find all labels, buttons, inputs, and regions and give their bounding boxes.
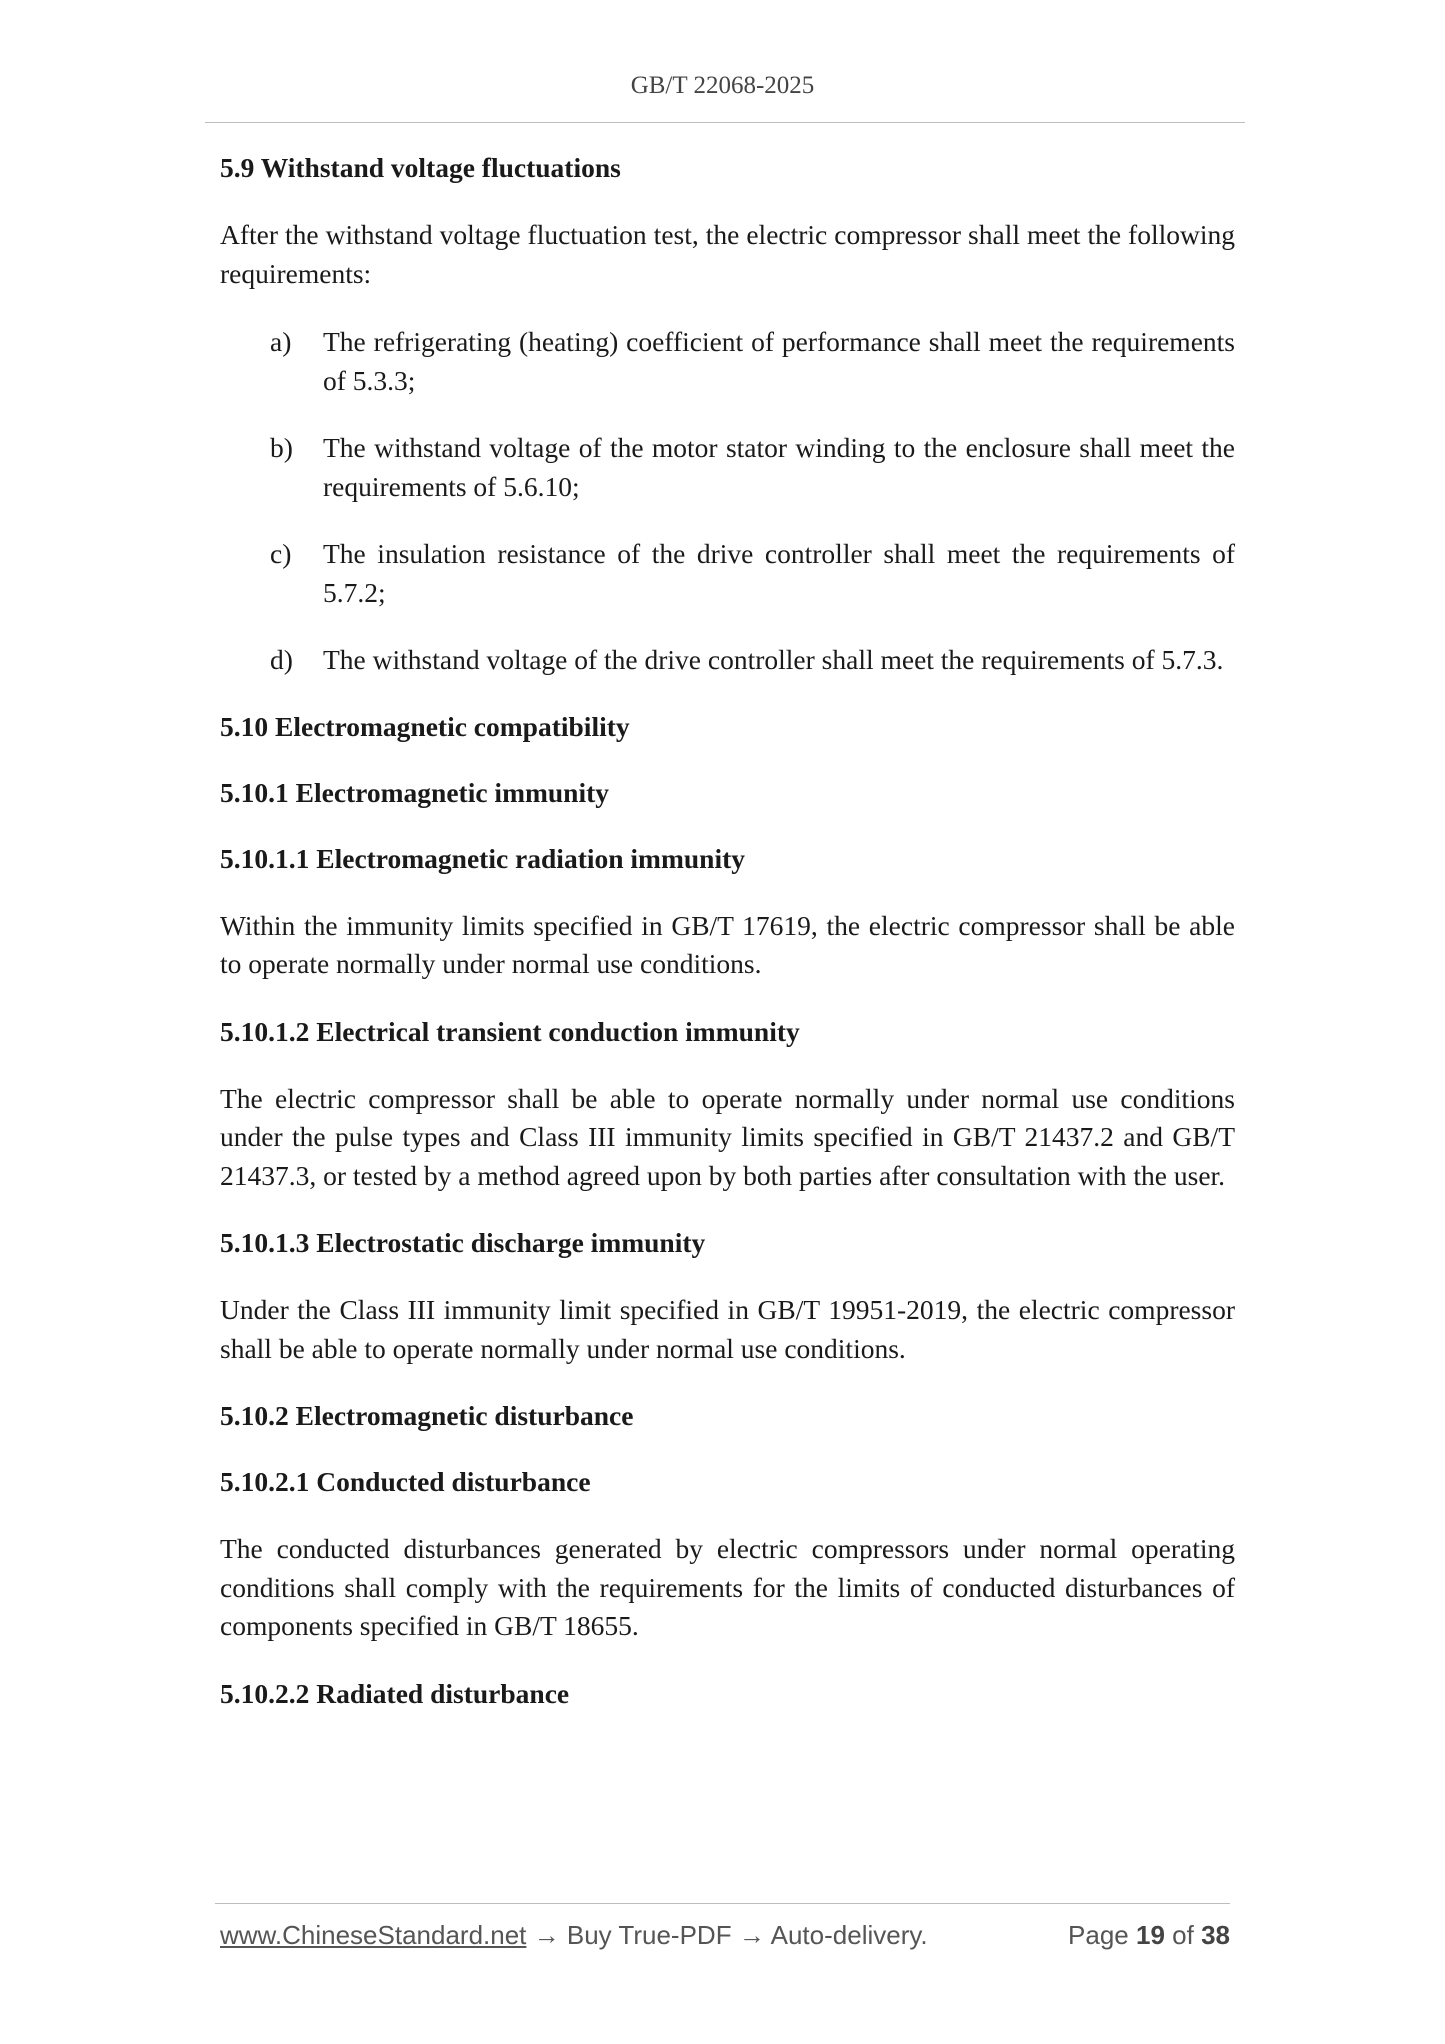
requirements-list [220, 323, 1235, 680]
list-item [220, 323, 1235, 400]
arrow-right-icon: → [738, 1920, 765, 1950]
section-heading-5-10-2-2: 5.10.2.2 Radiated disturbance [220, 1677, 570, 1709]
page-label: Page [1068, 1920, 1129, 1950]
page-footer [220, 1920, 1230, 1960]
section-heading-5-10-1-1: 5.10.1.1 Electromagnetic radiation immunity [220, 842, 745, 874]
section-paragraph: Under the Class III immunity limit specified in GB/T 19951-2019, the electric compressor shall be able to operate normally under normal use conditions. [220, 1294, 1235, 1364]
footer-promo [220, 1920, 928, 1951]
buy-text: Buy True-PDF [566, 1920, 732, 1950]
list-item-text: The withstand voltage of the motor stator winding to the enclosure shall meet the requirements of 5.6.10; [323, 432, 1235, 502]
section-heading-5-10-1-2: 5.10.1.2 Electrical transient conduction immunity [220, 1015, 800, 1047]
of-label: of [1172, 1920, 1194, 1950]
list-marker: b) [270, 432, 293, 463]
arrow-right-icon: → [533, 1920, 560, 1950]
list-item [220, 535, 1235, 612]
list-marker: c) [270, 538, 292, 569]
total-page-number: 38 [1201, 1920, 1230, 1950]
section-heading-5-10-1: 5.10.1 Electromagnetic immunity [220, 776, 610, 808]
header-divider [205, 122, 1245, 123]
section-paragraph: The electric compressor shall be able to operate normally under normal use conditions under the pulse types and Class III immunity limits specified in GB/T 21437.2 and GB/T 21437.3, or tested by a method agreed upon by both parties after consultation with the user. [220, 1082, 1235, 1191]
section-heading-5-10: 5.10 Electromagnetic compatibility [220, 710, 630, 742]
section-paragraph: The conducted disturbances generated by electric compressors under normal operating conditions shall comply with the requirements for the limits of conducted disturbances of components specified in GB/T 18655. [220, 1533, 1235, 1641]
page-indicator [1068, 1920, 1230, 1951]
list-item [220, 641, 1235, 680]
footer-divider [215, 1903, 1230, 1904]
list-item-text: The refrigerating (heating) coefficient of performance shall meet the requirements of 5.3.3; [323, 326, 1235, 396]
list-item [220, 429, 1235, 506]
page-content [220, 150, 1235, 1742]
delivery-text: Auto-delivery. [770, 1920, 928, 1950]
section-paragraph: After the withstand voltage fluctuation test, the electric compressor shall meet the following requirements: [220, 219, 1235, 289]
list-item-text: The insulation resistance of the drive controller shall meet the requirements of 5.7.2; [323, 538, 1235, 608]
section-paragraph: Within the immunity limits specified in GB/T 17619, the electric compressor shall be able to operate normally under normal use conditions. [220, 909, 1235, 979]
list-marker: d) [270, 644, 293, 675]
list-item-text: The withstand voltage of the drive controller shall meet the requirements of 5.7.3. [323, 644, 1224, 675]
section-heading-5-9: 5.9 Withstand voltage fluctuations [220, 152, 621, 183]
list-marker: a) [270, 326, 292, 357]
section-heading-5-10-2: 5.10.2 Electromagnetic disturbance [220, 1400, 634, 1431]
running-header: GB/T 22068-2025 [630, 72, 815, 99]
section-heading-5-10-1-3: 5.10.1.3 Electrostatic discharge immunity [220, 1227, 706, 1258]
section-heading-5-10-2-1: 5.10.2.1 Conducted disturbance [220, 1466, 591, 1497]
current-page-number: 19 [1136, 1920, 1165, 1950]
website-link[interactable]: www.ChineseStandard.net [220, 1920, 527, 1950]
